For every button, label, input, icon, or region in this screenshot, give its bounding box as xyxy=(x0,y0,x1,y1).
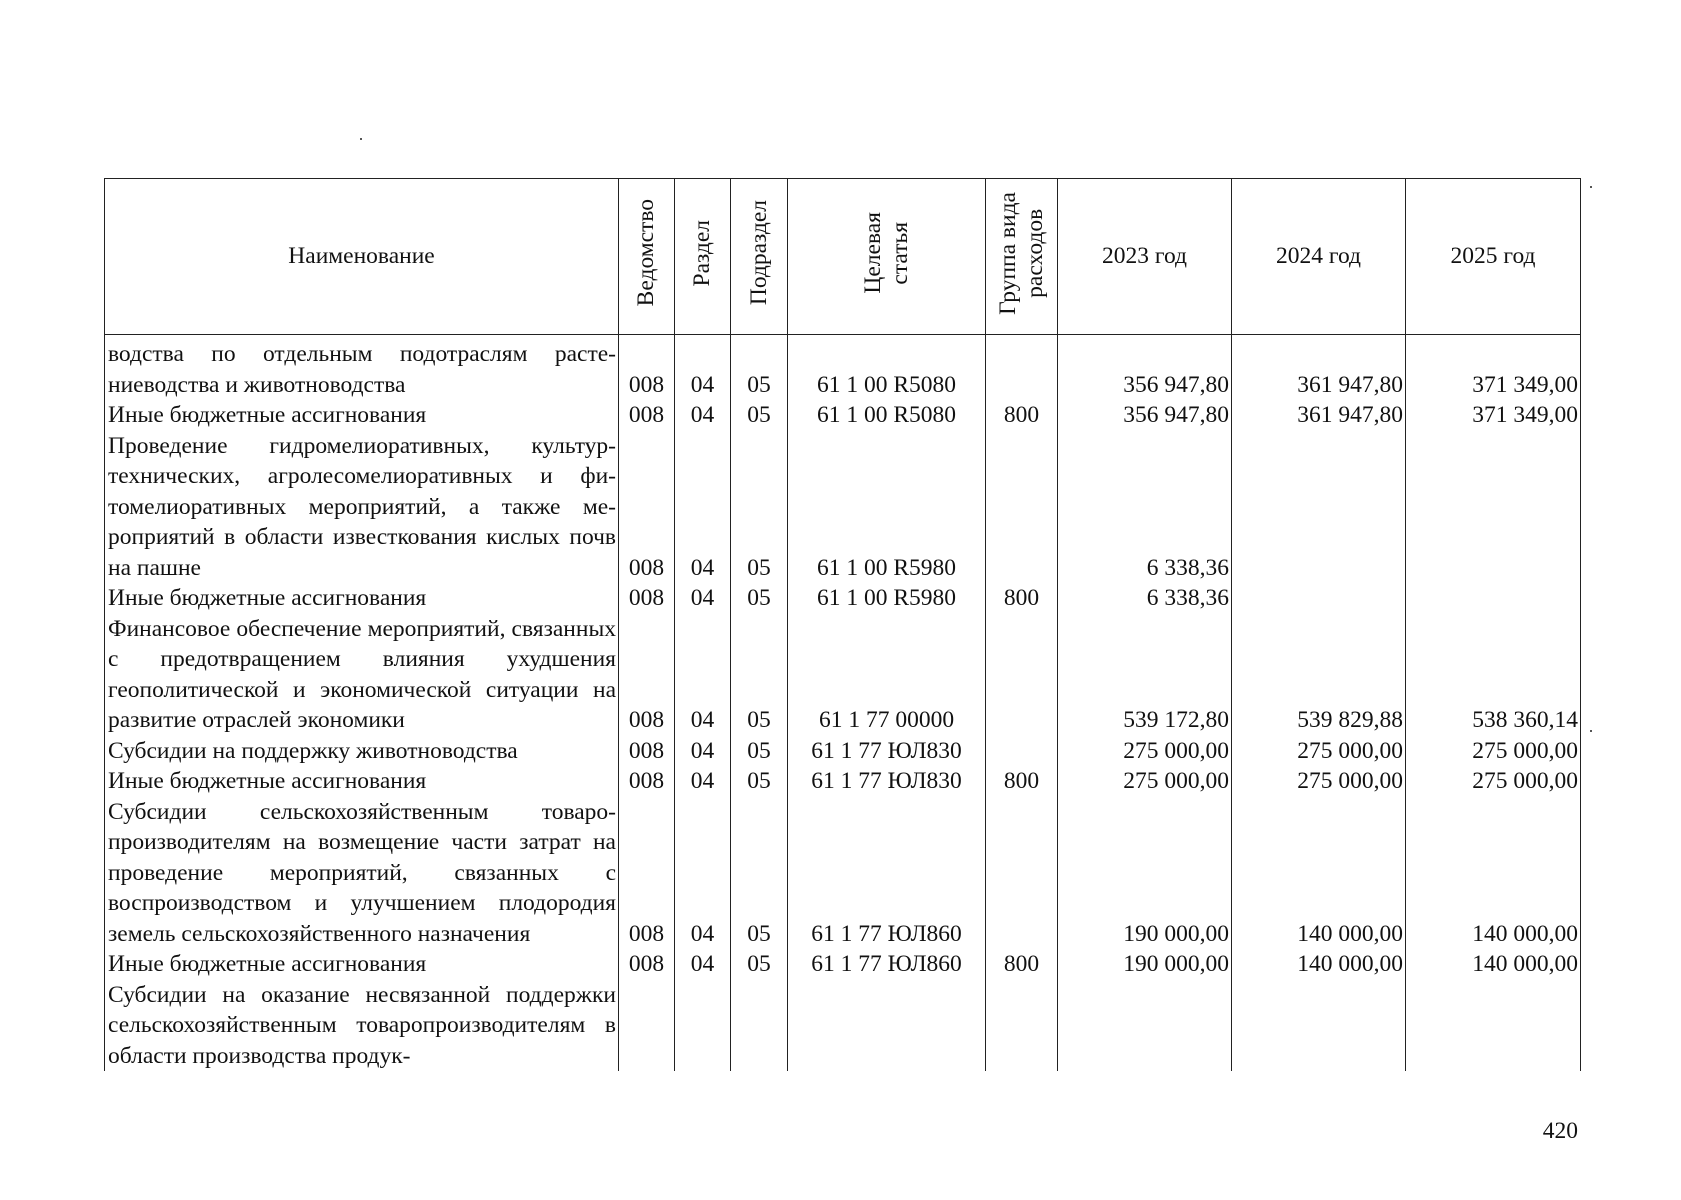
cell-2024: 361 947,80 xyxy=(1232,400,1406,431)
cell-2024: 140 000,00 xyxy=(1232,949,1406,980)
cell-2023: 6 338,36 xyxy=(1058,583,1232,614)
cell-celevaya-statya: 61 1 00 R5980 xyxy=(788,583,986,614)
cell-podrazdel: 05 xyxy=(731,335,788,401)
cell-gruppa-vida: 800 xyxy=(986,949,1058,980)
cell-podrazdel: 05 xyxy=(731,614,788,736)
cell-gruppa-vida xyxy=(986,335,1058,401)
cell-razdel: 04 xyxy=(675,614,731,736)
table-row xyxy=(105,766,1581,797)
cell-gruppa-vida xyxy=(986,614,1058,736)
cell-gruppa-vida xyxy=(986,736,1058,767)
cell-vedomstvo: 008 xyxy=(619,614,675,736)
header-2023: 2023 год xyxy=(1058,179,1232,335)
header-2025: 2025 год xyxy=(1406,179,1581,335)
cell-celevaya-statya: 61 1 00 R5980 xyxy=(788,431,986,584)
page-number: 420 xyxy=(1542,1118,1578,1144)
cell-podrazdel: 05 xyxy=(731,949,788,980)
cell-2023 xyxy=(1058,980,1232,1072)
cell-2023: 190 000,00 xyxy=(1058,949,1232,980)
cell-name: водства по отдельным подотраслям растениеводства и животноводства xyxy=(105,335,619,401)
cell-celevaya-statya: 61 1 77 ЮЛ830 xyxy=(788,766,986,797)
table-row xyxy=(105,614,1581,736)
cell-2023: 6 338,36 xyxy=(1058,431,1232,584)
cell-2024 xyxy=(1232,980,1406,1072)
table-row xyxy=(105,797,1581,950)
cell-podrazdel: 05 xyxy=(731,583,788,614)
cell-2024 xyxy=(1232,583,1406,614)
cell-vedomstvo: 008 xyxy=(619,431,675,584)
cell-2023: 539 172,80 xyxy=(1058,614,1232,736)
cell-gruppa-vida xyxy=(986,980,1058,1072)
cell-2024: 140 000,00 xyxy=(1232,797,1406,950)
cell-name: Иные бюджетные ассигнования xyxy=(105,400,619,431)
cell-vedomstvo: 008 xyxy=(619,949,675,980)
cell-2023: 356 947,80 xyxy=(1058,400,1232,431)
budget-table xyxy=(104,178,1581,1071)
cell-2025 xyxy=(1406,583,1581,614)
cell-celevaya-statya: 61 1 77 00000 xyxy=(788,614,986,736)
table-row xyxy=(105,583,1581,614)
cell-podrazdel xyxy=(731,980,788,1072)
scan-speck xyxy=(1590,186,1592,188)
cell-2025: 140 000,00 xyxy=(1406,949,1581,980)
cell-razdel: 04 xyxy=(675,335,731,401)
cell-2025: 275 000,00 xyxy=(1406,736,1581,767)
cell-razdel: 04 xyxy=(675,736,731,767)
cell-2025: 275 000,00 xyxy=(1406,766,1581,797)
cell-razdel: 04 xyxy=(675,949,731,980)
cell-celevaya-statya: 61 1 77 ЮЛ830 xyxy=(788,736,986,767)
header-celevaya-statya: Целевая статья xyxy=(788,179,986,335)
cell-name: Иные бюджетные ассигнования xyxy=(105,766,619,797)
cell-gruppa-vida: 800 xyxy=(986,766,1058,797)
cell-gruppa-vida: 800 xyxy=(986,400,1058,431)
cell-podrazdel: 05 xyxy=(731,400,788,431)
cell-2024 xyxy=(1232,431,1406,584)
header-2024: 2024 год xyxy=(1232,179,1406,335)
table-header xyxy=(105,179,1581,335)
header-podrazdel: Подраздел xyxy=(731,179,788,335)
cell-gruppa-vida: 800 xyxy=(986,583,1058,614)
cell-podrazdel: 05 xyxy=(731,797,788,950)
cell-celevaya-statya: 61 1 77 ЮЛ860 xyxy=(788,797,986,950)
table-row xyxy=(105,400,1581,431)
cell-celevaya-statya xyxy=(788,980,986,1072)
cell-2023: 190 000,00 xyxy=(1058,797,1232,950)
cell-podrazdel: 05 xyxy=(731,766,788,797)
cell-2024: 275 000,00 xyxy=(1232,736,1406,767)
cell-gruppa-vida xyxy=(986,797,1058,950)
cell-name: Субсидии на оказание несвязанной поддержки сельскохозяйственным товаропроизводителям в области производства продук- xyxy=(105,980,619,1072)
cell-2025: 371 349,00 xyxy=(1406,400,1581,431)
cell-razdel: 04 xyxy=(675,400,731,431)
cell-vedomstvo: 008 xyxy=(619,736,675,767)
header-name: Наименование xyxy=(105,179,619,335)
cell-razdel: 04 xyxy=(675,766,731,797)
cell-2024: 361 947,80 xyxy=(1232,335,1406,401)
cell-vedomstvo: 008 xyxy=(619,583,675,614)
cell-podrazdel: 05 xyxy=(731,431,788,584)
table-row xyxy=(105,431,1581,584)
cell-razdel: 04 xyxy=(675,431,731,584)
table-row xyxy=(105,980,1581,1072)
cell-2025: 140 000,00 xyxy=(1406,797,1581,950)
cell-2025: 538 360,14 xyxy=(1406,614,1581,736)
cell-2023: 275 000,00 xyxy=(1058,766,1232,797)
cell-vedomstvo: 008 xyxy=(619,797,675,950)
cell-2024: 275 000,00 xyxy=(1232,766,1406,797)
scan-speck xyxy=(1590,730,1592,732)
cell-razdel xyxy=(675,980,731,1072)
cell-razdel: 04 xyxy=(675,583,731,614)
cell-razdel: 04 xyxy=(675,797,731,950)
cell-vedomstvo xyxy=(619,980,675,1072)
cell-vedomstvo: 008 xyxy=(619,400,675,431)
table-body xyxy=(105,335,1581,1072)
cell-2023: 356 947,80 xyxy=(1058,335,1232,401)
cell-celevaya-statya: 61 1 77 ЮЛ860 xyxy=(788,949,986,980)
cell-name: Субсидии на поддержку животноводства xyxy=(105,736,619,767)
table-row xyxy=(105,736,1581,767)
cell-name: Субсидии сельскохозяйственным товаропроизводителям на возмещение части затрат на проведение мероприятий, связанных с воспроизводством и улучшением плодородия земель сельскохозяйственного назначения xyxy=(105,797,619,950)
cell-name: Иные бюджетные ассигнования xyxy=(105,583,619,614)
cell-name: Иные бюджетные ассигнования xyxy=(105,949,619,980)
cell-name: Проведение гидромелиоративных, культуртехнических, агролесомелиоративных и фитомелиоративных мероприятий, а также мероприятий в области известкования кислых почв на пашне xyxy=(105,431,619,584)
cell-2025 xyxy=(1406,980,1581,1072)
cell-podrazdel: 05 xyxy=(731,736,788,767)
header-gruppa-vida-rashodov: Группа вида расходов xyxy=(986,179,1058,335)
cell-name: Финансовое обеспечение мероприятий, связанных с предотвращением влияния ухудшения геополитической и экономической ситуации на развитие отраслей экономики xyxy=(105,614,619,736)
cell-2023: 275 000,00 xyxy=(1058,736,1232,767)
header-razdel: Раздел xyxy=(675,179,731,335)
table-row xyxy=(105,949,1581,980)
cell-vedomstvo: 008 xyxy=(619,335,675,401)
cell-2025: 371 349,00 xyxy=(1406,335,1581,401)
cell-celevaya-statya: 61 1 00 R5080 xyxy=(788,400,986,431)
cell-2024: 539 829,88 xyxy=(1232,614,1406,736)
header-vedomstvo: Ведомство xyxy=(619,179,675,335)
cell-celevaya-statya: 61 1 00 R5080 xyxy=(788,335,986,401)
table-row xyxy=(105,335,1581,401)
cell-gruppa-vida xyxy=(986,431,1058,584)
cell-2025 xyxy=(1406,431,1581,584)
cell-vedomstvo: 008 xyxy=(619,766,675,797)
scan-speck xyxy=(360,138,362,140)
